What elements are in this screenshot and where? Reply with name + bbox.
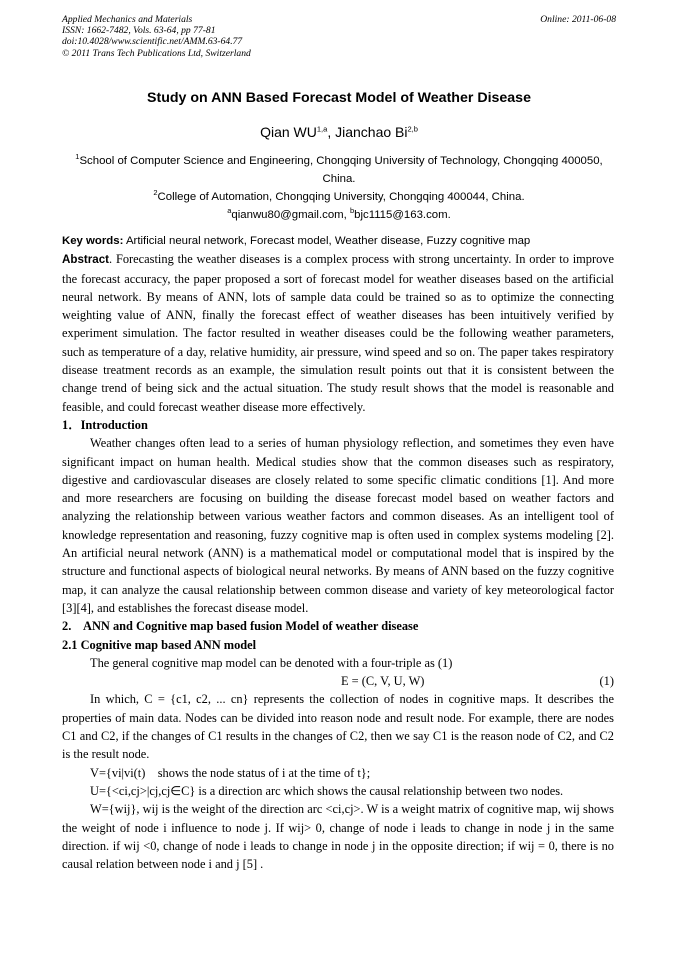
section-1-paragraph: Weather changes often lead to a series of human physiology reflection, and sometimes they even have significant impact on human health. Medical studies show that the common diseases such as respiratory, digestive and cardiovascular diseases are closely related to some specific climatic conditions [1]. And more and more researchers are focusing on building the disease forecast model based on weather factors and analyzing the relationship between various weather factors and common diseases. As an intelligent tool of knowledge representation and reasoning, fuzzy cognitive map is often used in complex systems modeling [2]. An artificial neural network (ANN) is a mathematical model or computational model that is inspired by the structure and functional aspects of biological neural networks. By means of ANN based on the fuzzy cognitive map, it can analyze the causal relationship between common disease and variety of key meteorological factor [3][4], and establishes the forecast disease model. <box>62 436 614 615</box>
author-1-name: Qian WU <box>260 124 317 140</box>
email-b: bjc1115@163.com. <box>354 209 451 221</box>
affiliations <box>62 152 616 224</box>
affiliation-2-text: College of Automation, Chongqing University, Chongqing 400044, China. <box>157 191 525 203</box>
keywords-text: Artificial neural network, Forecast model, Weather disease, Fuzzy cognitive map <box>123 235 531 247</box>
copyright-line: © 2011 Trans Tech Publications Ltd, Switzerland <box>62 47 251 59</box>
affiliation-1-sup: 1 <box>75 152 80 162</box>
issn-line: ISSN: 1662-7482, Vols. 63-64, pp 77-81 <box>62 25 216 37</box>
paragraph-c-definition: In which, C = {c1, c2, ... cn} represents the collection of nodes in cognitive maps. It describes the properties of main data. Nodes can be divided into reason node and result node. For example, there are nodes C1 and C2, if the changes of C1 results in the changes of C2, then we say C1 is the reason node of C2, and C2 is the result node. <box>62 692 614 762</box>
abstract-label: Abstract <box>62 253 110 267</box>
paragraph-u-definition: U={<ci,cj>|cj,cj∈C} is a direction arc which shows the causal relationship between two nodes. <box>90 783 564 798</box>
paper-title: Study on ANN Based Forecast Model of Weather Disease <box>147 90 531 106</box>
paragraph-v-definition: V={vi|vi(t) shows the node status of i at the time of t}; <box>90 765 371 780</box>
abstract-text: . Forecasting the weather diseases is a complex process with strong uncertainty. In order to improve the forecast accuracy, the paper proposed a sort of forecast model for weather diseases based on the artificial neural network. By means of ANN, lots of sample data could be trained so as to optimize the connecting weighting value of ANN, finally the forecast effect of weather diseases has been intuitively verified by experiment simulation. The factor resulted in weather diseases could be the following weather parameters, such as temperature of a day, relative humidity, air pressure, wind speed and so on. The paper takes respiratory disease treatment records as an example, the simulation result points out that it is consistent between the change trend of being sick and the actual situation. The study result shows that the model is reasonable and feasible, and could forecast weather disease more effectively. <box>62 252 614 414</box>
author-2-sup: 2,b <box>407 124 418 134</box>
keywords-label: Key words: <box>62 235 124 247</box>
equation: E = (C, V, U, W) <box>341 674 425 689</box>
abstract <box>62 250 614 416</box>
paragraph-w-definition: W={wij}, wij is the weight of the direction arc <ci,cj>. W is a weight matrix of cognitive map, wij shows the weight of node i influence to node j. If wij> 0, change of node i leads to change in node j in the same direction. if wij <0, change of node i leads to change in node j in the opposite direction; if wij = 0, there is no causal relation between node i and j [5] . <box>62 802 614 872</box>
email-a: qianwu80@gmail.com, <box>231 209 350 221</box>
email-b-sup: b <box>349 206 355 216</box>
affiliation-1-text: School of Computer Science and Engineering, Chongqing University of Technology, Chongqing 400050, China. <box>79 155 603 185</box>
email-a-sup: a <box>227 206 232 216</box>
section-2-heading: 2. ANN and Cognitive map based fusion Model of weather disease <box>62 619 419 634</box>
page-header <box>62 14 616 59</box>
online-date: Online: 2011-06-08 <box>540 14 616 25</box>
affiliation-1 <box>62 152 616 188</box>
keywords <box>62 232 614 250</box>
section-2-1-heading: 2.1 Cognitive map based ANN model <box>62 637 257 652</box>
author-2-name: Jianchao Bi <box>335 124 408 140</box>
affiliation-2-sup: 2 <box>153 188 158 198</box>
email-line <box>62 206 616 224</box>
section-1-heading: 1．Introduction <box>62 417 148 432</box>
affiliation-2 <box>62 188 616 206</box>
journal-name: Applied Mechanics and Materials <box>62 14 193 25</box>
author-separator: , <box>327 124 336 140</box>
author-1-sup: 1,a <box>316 124 328 134</box>
section-2-1-intro: The general cognitive map model can be denoted with a four-triple as (1) <box>90 655 453 670</box>
body-text <box>62 232 614 873</box>
equation-number: (1) <box>599 674 614 689</box>
author-line <box>0 124 678 140</box>
doi-line: doi:10.4028/www.scientific.net/AMM.63-64.77 <box>62 36 243 48</box>
equation-row <box>62 672 614 690</box>
